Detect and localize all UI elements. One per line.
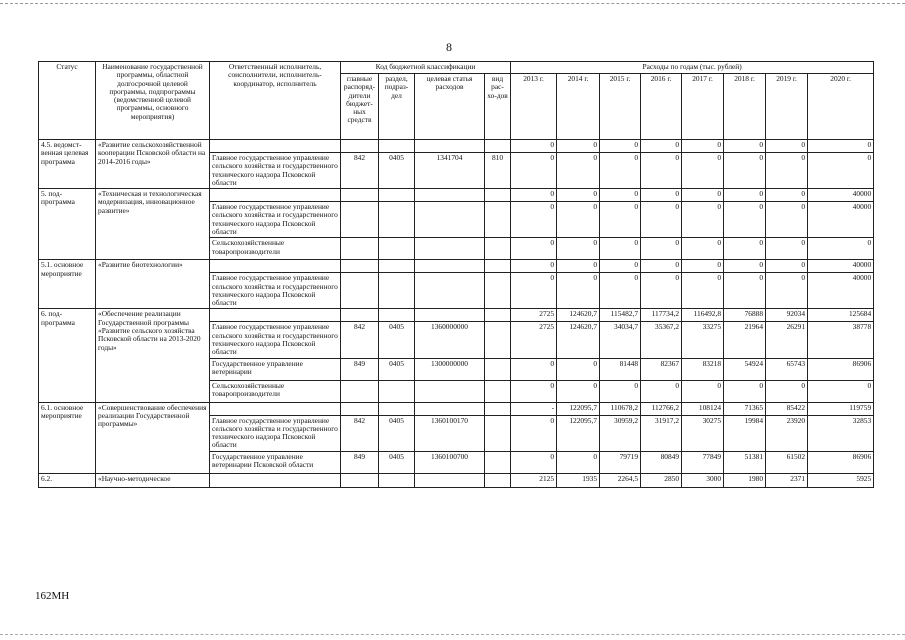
header-target-article: целевая статья расходов [415,74,485,140]
expense-type-code [485,202,511,238]
target-article-code [415,402,485,415]
expense-value: 0 [511,238,557,260]
expense-value: 0 [511,451,557,473]
budget-table [38,61,874,488]
executor-cell [210,402,341,415]
expense-value: 0 [511,189,557,202]
executor-cell [210,260,341,273]
expense-value: 0 [766,380,808,402]
expense-value: 82367 [641,358,682,380]
section-code: 0405 [379,153,415,189]
chief-manager-code [341,140,379,153]
expense-type-code [485,189,511,202]
expense-value: 115482,7 [600,309,641,322]
header-year: 2017 г. [682,74,724,140]
section-code: 0405 [379,358,415,380]
expense-value: 0 [682,238,724,260]
expense-value: 0 [766,189,808,202]
expense-value: 116492,8 [682,309,724,322]
expense-value: 0 [808,238,874,260]
expense-value: 0 [682,202,724,238]
expense-value: 112766,2 [641,402,682,415]
expense-type-code [485,140,511,153]
expense-value: 0 [511,358,557,380]
expense-value: 30959,2 [600,415,641,451]
expense-value: 31917,2 [641,415,682,451]
expense-value: 0 [641,153,682,189]
expense-value: 2725 [511,309,557,322]
expense-value: 35367,2 [641,322,682,358]
program-name-cell: «Техническая и технологическая модернизация, инновационное развитие» [96,189,210,260]
expense-value: 40000 [808,189,874,202]
section-code [379,380,415,402]
expense-value: 40000 [808,273,874,309]
expense-value: 0 [600,380,641,402]
expense-type-code: 810 [485,153,511,189]
expense-value: 0 [766,260,808,273]
header-section: раздел, подраз-дел [379,74,415,140]
expense-value: 0 [682,380,724,402]
expense-value: 0 [600,189,641,202]
expense-value: 0 [724,140,766,153]
expense-value: 1980 [724,473,766,487]
expense-value: 0 [682,153,724,189]
expense-value: 0 [641,380,682,402]
chief-manager-code [341,238,379,260]
status-cell: 5.1. основное мероприятие [39,260,96,309]
expense-value: 124620,7 [557,309,600,322]
header-year: 2019 г. [766,74,808,140]
expense-value: 0 [724,202,766,238]
expense-value: 0 [557,380,600,402]
budget-table-body [39,140,874,488]
target-article-code [415,202,485,238]
expense-value: 0 [766,273,808,309]
expense-value: 0 [557,140,600,153]
header-year: 2015 г. [600,74,641,140]
expense-value: 0 [641,140,682,153]
expense-value: 92034 [766,309,808,322]
expense-value: 0 [511,202,557,238]
expense-value: 54924 [724,358,766,380]
section-code [379,140,415,153]
section-code: 0405 [379,322,415,358]
expense-type-code [485,380,511,402]
expense-value: 117734,2 [641,309,682,322]
expense-value: 0 [641,189,682,202]
target-article-code [415,273,485,309]
executor-cell: Главное государственное управление сельского хозяйства и государственного технического надзора Псковской области [210,322,341,358]
target-article-code: 1360100700 [415,451,485,473]
expense-value: 0 [641,202,682,238]
expense-value: 34034,7 [600,322,641,358]
status-cell: 4.5. ведомст-венная целевая программа [39,140,96,189]
executor-cell [210,473,341,487]
expense-value: 71365 [724,402,766,415]
section-code [379,473,415,487]
target-article-code [415,380,485,402]
expense-value: 0 [808,380,874,402]
section-code [379,202,415,238]
executor-cell [210,309,341,322]
expense-value: 2264,5 [600,473,641,487]
chief-manager-code [341,260,379,273]
chief-manager-code [341,202,379,238]
expense-value: 0 [511,260,557,273]
header-chief-manager: главные распоряд-дители бюджет-ных средств [341,74,379,140]
expense-value: 0 [600,260,641,273]
executor-cell: Сельскохозяйственные товаропроизводители [210,380,341,402]
expense-value: 110678,2 [600,402,641,415]
expense-value: 0 [808,140,874,153]
executor-cell: Государственное управление ветеринарии Псковской области [210,451,341,473]
expense-value: 65743 [766,358,808,380]
chief-manager-code: 842 [341,415,379,451]
executor-cell [210,189,341,202]
expense-value: 0 [724,273,766,309]
target-article-code [415,260,485,273]
expense-value: 2725 [511,322,557,358]
expense-value: 0 [766,202,808,238]
expense-value: 3000 [682,473,724,487]
expense-value: 0 [557,273,600,309]
expense-value: 108124 [682,402,724,415]
expense-value: 80849 [641,451,682,473]
expense-value: 81448 [600,358,641,380]
expense-value: 40000 [808,260,874,273]
chief-manager-code [341,273,379,309]
target-article-code: 1300000000 [415,358,485,380]
expense-value: 0 [808,153,874,189]
executor-cell: Государственное управление ветеринарии [210,358,341,380]
expense-value: 0 [511,153,557,189]
program-name-cell: «Обеспечение реализации Государственной программы «Развитие сельского хозяйства Псковской области на 2013-2020 годы» [96,309,210,402]
table-row [39,473,874,487]
header-year: 2018 г. [724,74,766,140]
expense-value: 33275 [682,322,724,358]
expense-type-code [485,238,511,260]
expense-value: 122095,7 [557,415,600,451]
expense-value: 51381 [724,451,766,473]
expense-value: 0 [600,238,641,260]
expense-value: 0 [600,140,641,153]
table-row [39,140,874,153]
expense-value: 1935 [557,473,600,487]
expense-value: 26291 [766,322,808,358]
expense-value: 124620,7 [557,322,600,358]
chief-manager-code: 842 [341,322,379,358]
target-article-code [415,473,485,487]
program-name-cell: «Научно-методическое [96,473,210,487]
expense-value: 0 [600,202,641,238]
expense-value: 86906 [808,358,874,380]
executor-cell: Главное государственное управление сельского хозяйства и государственного технического надзора Псковской области [210,415,341,451]
expense-value: 0 [766,140,808,153]
expense-value: 0 [511,415,557,451]
expense-value: 23920 [766,415,808,451]
expense-value: 0 [557,260,600,273]
target-article-code: 1341704 [415,153,485,189]
section-code [379,260,415,273]
expense-value: 0 [557,153,600,189]
expense-type-code [485,309,511,322]
table-row [39,402,874,415]
table-row [39,189,874,202]
expense-value: 19984 [724,415,766,451]
expense-value: 0 [511,140,557,153]
program-name-cell: «Развитие сельскохозяйственной кооперации Псковской области на 2014-2016 годы» [96,140,210,189]
expense-value: 0 [641,238,682,260]
expense-type-code [485,273,511,309]
chief-manager-code [341,189,379,202]
chief-manager-code [341,380,379,402]
target-article-code [415,238,485,260]
header-expense-type: вид рас-хо-дов [485,74,511,140]
section-code: 0405 [379,415,415,451]
section-code: 0405 [379,451,415,473]
expense-value: 0 [557,202,600,238]
header-year: 2020 г. [808,74,874,140]
expense-value: 32853 [808,415,874,451]
expense-value: 83218 [682,358,724,380]
chief-manager-code [341,309,379,322]
expense-value: 61502 [766,451,808,473]
expense-type-code [485,473,511,487]
expense-value: 0 [682,273,724,309]
header-status: Статус [39,62,96,140]
program-name-cell: «Совершенствование обеспечения реализации Государственной программы» [96,402,210,473]
chief-manager-code [341,402,379,415]
expense-value: 85422 [766,402,808,415]
expense-type-code [485,415,511,451]
page-number: 8 [446,40,452,54]
status-cell: 6. под-программа [39,309,96,402]
expense-value: 0 [766,238,808,260]
expense-type-code [485,402,511,415]
header-program-name: Наименование государственной программы, областной долгосрочной целевой программы, подпрограммы (ведомственной целевой программы, основного мероприятия) [96,62,210,140]
expense-value: 0 [511,380,557,402]
footer-document-code: 162МН [35,590,70,602]
expense-value: 0 [641,260,682,273]
expense-value: 0 [511,273,557,309]
expense-value: 0 [557,451,600,473]
expense-value: 0 [600,153,641,189]
status-cell: 6.2. [39,473,96,487]
header-year: 2016 г. [641,74,682,140]
target-article-code [415,309,485,322]
expense-type-code [485,260,511,273]
status-cell: 6.1. основное мероприятие [39,402,96,473]
expense-value: 38778 [808,322,874,358]
expense-value: 0 [557,238,600,260]
table-row [39,260,874,273]
expense-value: 0 [682,260,724,273]
expense-value: 77849 [682,451,724,473]
expense-value: 0 [724,238,766,260]
section-code [379,309,415,322]
expense-value: 5925 [808,473,874,487]
expense-value: - [511,402,557,415]
section-code [379,402,415,415]
program-name-cell: «Развитие биотехнологии» [96,260,210,309]
expense-value: 0 [682,140,724,153]
executor-cell: Сельскохозяйственные товаропроизводители [210,238,341,260]
top-scan-edge [0,3,905,4]
header-budget-code: Код бюджетной классификации [341,62,511,74]
expense-value: 0 [766,153,808,189]
expense-value: 40000 [808,202,874,238]
section-code [379,238,415,260]
executor-cell: Главное государственное управление сельского хозяйства и государственного технического надзора Псковской области [210,273,341,309]
expense-value: 76888 [724,309,766,322]
expense-value: 119759 [808,402,874,415]
executor-cell: Главное государственное управление сельского хозяйства и государственного технического надзора Псковской области [210,202,341,238]
executor-cell [210,140,341,153]
header-expenses: Расходы по годам (тыс. рублей) [511,62,874,74]
expense-value: 79719 [600,451,641,473]
target-article-code [415,140,485,153]
header-year: 2014 г. [557,74,600,140]
expense-value: 0 [600,273,641,309]
table-row [39,309,874,322]
expense-value: 0 [724,189,766,202]
expense-value: 125684 [808,309,874,322]
chief-manager-code: 849 [341,358,379,380]
expense-value: 2371 [766,473,808,487]
expense-value: 0 [682,189,724,202]
section-code [379,189,415,202]
section-code [379,273,415,309]
chief-manager-code [341,473,379,487]
expense-value: 122095,7 [557,402,600,415]
expense-value: 0 [724,260,766,273]
status-cell: 5. под-программа [39,189,96,260]
expense-value: 21964 [724,322,766,358]
expense-type-code [485,358,511,380]
chief-manager-code: 842 [341,153,379,189]
expense-value: 0 [557,189,600,202]
header-executor: Ответственный исполнитель, соисполнители, исполнитель-координатор, исполнитель [210,62,341,140]
chief-manager-code: 849 [341,451,379,473]
target-article-code: 1360000000 [415,322,485,358]
expense-value: 2125 [511,473,557,487]
expense-value: 0 [557,358,600,380]
header-year: 2013 г. [511,74,557,140]
expense-value: 30275 [682,415,724,451]
expense-value: 0 [724,380,766,402]
bottom-scan-edge [0,634,905,635]
target-article-code [415,189,485,202]
target-article-code: 1360100170 [415,415,485,451]
expense-type-code [485,322,511,358]
expense-value: 0 [641,273,682,309]
expense-type-code [485,451,511,473]
executor-cell: Главное государственное управление сельского хозяйства и государственного технического надзора Псковской области [210,153,341,189]
expense-value: 0 [724,153,766,189]
expense-value: 2850 [641,473,682,487]
expense-value: 86906 [808,451,874,473]
